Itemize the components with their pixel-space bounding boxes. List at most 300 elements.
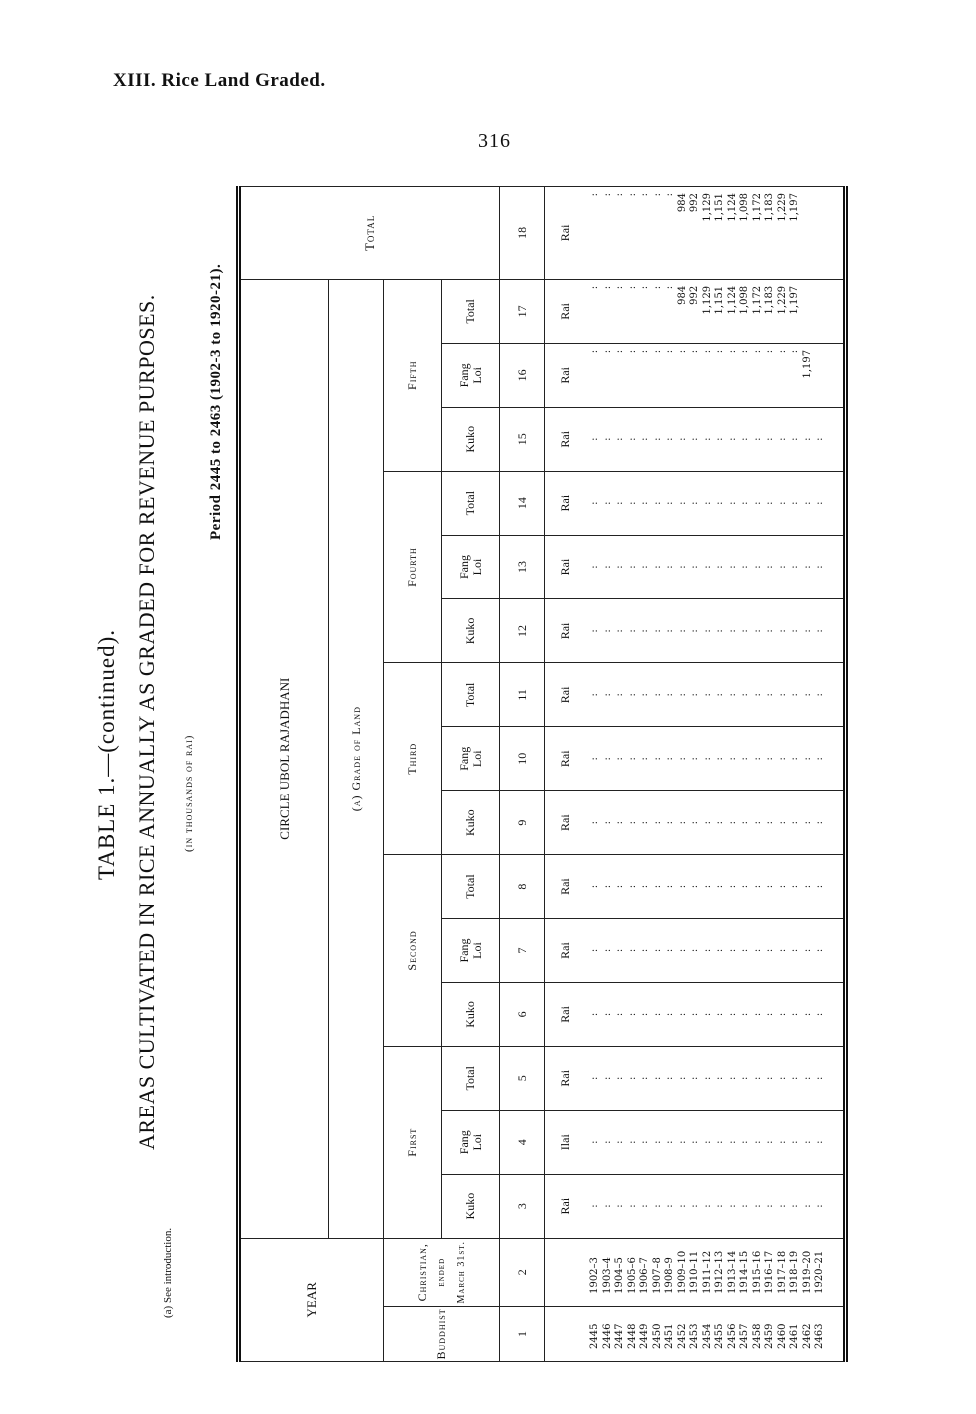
cell-value: 1,151 — [714, 193, 725, 222]
cell-value: : — [639, 1076, 650, 1080]
cell-value: : — [639, 349, 650, 354]
cell-value: : — [764, 565, 775, 569]
cell-value: : — [789, 437, 800, 441]
cell-value: 1905–6 — [626, 1257, 638, 1294]
cell-value: : — [789, 757, 800, 761]
cell-value: : — [639, 437, 650, 441]
cell-value: : — [751, 884, 763, 889]
cell-value: : — [701, 437, 713, 441]
data-column — [585, 727, 846, 791]
cell-value: : — [751, 1204, 763, 1208]
cell-value: : — [689, 349, 700, 354]
cell-value: : — [664, 1204, 675, 1208]
cell-value: : — [814, 757, 825, 761]
cell-value: : — [726, 693, 738, 697]
grade-header: (a) Grade of Land — [329, 279, 384, 1238]
cell-value: : — [701, 884, 713, 889]
cell-value: : — [589, 1140, 600, 1144]
grand-total-header: Total — [239, 187, 500, 280]
cell-value: : — [601, 565, 613, 569]
cell-value: : — [676, 757, 688, 761]
cell-value: : — [639, 1012, 650, 1017]
column-number-row — [500, 187, 545, 1362]
cell-value: : — [601, 437, 613, 441]
cell-value: : — [789, 501, 800, 505]
cell-value: : — [626, 693, 638, 697]
cell-value: : — [651, 948, 663, 953]
cell-value: : — [664, 285, 675, 290]
cell-value: 2460 — [776, 1323, 788, 1349]
cell-value: : — [689, 884, 700, 889]
cell-value: : — [676, 565, 688, 569]
cell-value: 2453 — [689, 1323, 700, 1349]
third-fang-loi-header: Fang Loi — [442, 727, 500, 791]
cell-value: 2447 — [614, 1323, 625, 1349]
cell-value: : — [764, 501, 775, 505]
cell-value: 984 — [676, 193, 688, 213]
cell-value: 2446 — [601, 1323, 613, 1349]
first-total-header: Total — [442, 1046, 500, 1110]
cell-value: : — [764, 693, 775, 697]
unit-label — [545, 1238, 586, 1306]
cell-value: : — [714, 349, 725, 354]
cell-value: : — [751, 1076, 763, 1080]
column-number: 7 — [500, 919, 545, 983]
cell-value: 2450 — [651, 1323, 663, 1349]
cell-value: : — [814, 1204, 825, 1208]
cell-value: 2463 — [814, 1323, 825, 1349]
cell-value: : — [626, 884, 638, 889]
cell-value: : — [589, 948, 600, 953]
cell-value: : — [801, 565, 813, 569]
cell-value: : — [689, 1012, 700, 1017]
cell-value: : — [651, 565, 663, 569]
cell-value: : — [739, 349, 750, 354]
unit-label: Rai — [545, 535, 586, 599]
cell-value: : — [626, 349, 638, 354]
cell-value: : — [714, 948, 725, 953]
cell-value: 2452 — [676, 1323, 688, 1349]
cell-value: : — [664, 693, 675, 697]
cell-value: : — [589, 193, 600, 197]
cell-value: : — [589, 693, 600, 697]
main-title: AREAS CULTIVATED IN RICE ANNUALLY AS GRADED FOR REVENUE PURPOSES. — [134, 294, 159, 1150]
data-row — [585, 187, 846, 1362]
cell-value: : — [814, 884, 825, 889]
cell-value: 2462 — [801, 1323, 813, 1349]
unit-label — [545, 1306, 586, 1361]
cell-value: : — [651, 693, 663, 697]
cell-value: 1906–7 — [639, 1257, 650, 1294]
cell-value: 1912–13 — [714, 1250, 725, 1294]
cell-value: : — [601, 820, 613, 825]
cell-value: 1919–20 — [801, 1250, 813, 1294]
first-kuko-header: Kuko — [442, 1174, 500, 1238]
cell-value: : — [676, 1140, 688, 1144]
cell-value: : — [751, 693, 763, 697]
unit-label: Rai — [545, 599, 586, 663]
fourth-kuko-header: Kuko — [442, 599, 500, 663]
cell-value: 1920–21 — [814, 1250, 825, 1294]
cell-value: : — [651, 1012, 663, 1017]
cell-value: : — [801, 629, 813, 633]
circle-header: CIRCLE UBOL RAJADHANI — [239, 279, 329, 1238]
cell-value: : — [614, 820, 625, 825]
cell-value: : — [801, 1012, 813, 1017]
cell-value: : — [614, 1012, 625, 1017]
cell-value: : — [589, 285, 600, 290]
cell-value: : — [626, 820, 638, 825]
data-column — [585, 599, 846, 663]
cell-value: : — [801, 501, 813, 505]
cell-value: : — [651, 501, 663, 505]
cell-value: : — [651, 349, 663, 354]
column-number: 8 — [500, 855, 545, 919]
cell-value: : — [739, 501, 750, 505]
cell-value: : — [614, 1076, 625, 1080]
cell-value: : — [651, 1204, 663, 1208]
cell-value: : — [676, 1204, 688, 1208]
cell-value: : — [614, 948, 625, 953]
cell-value: : — [676, 501, 688, 505]
unit-label: Rai — [545, 1046, 586, 1110]
column-number: 3 — [500, 1174, 545, 1238]
cell-value: : — [664, 565, 675, 569]
cell-value: : — [614, 884, 625, 889]
cell-value: : — [814, 693, 825, 697]
cell-value: : — [739, 757, 750, 761]
cell-value: : — [614, 285, 625, 290]
cell-value: : — [714, 693, 725, 697]
column-number: 18 — [500, 187, 545, 280]
footnote: (a) See introduction. — [162, 1227, 174, 1318]
cell-value: : — [789, 565, 800, 569]
cell-value: 1,183 — [764, 285, 775, 315]
cell-value: : — [664, 501, 675, 505]
second-total-header: Total — [442, 855, 500, 919]
cell-value: : — [751, 437, 763, 441]
cell-value: : — [714, 884, 725, 889]
cell-value: : — [701, 948, 713, 953]
column-number: 2 — [500, 1238, 545, 1306]
cell-value: : — [676, 1012, 688, 1017]
cell-value: : — [601, 1140, 613, 1144]
fourth-fang-loi-header: Fang Loi — [442, 535, 500, 599]
cell-value: : — [814, 948, 825, 953]
cell-value: 2455 — [714, 1323, 725, 1349]
cell-value: 1,124 — [726, 285, 738, 315]
cell-value: : — [764, 884, 775, 889]
section-title: XIII. Rice Land Graded. — [113, 70, 326, 91]
christian-header: Christian, ended March 31st. — [384, 1238, 500, 1306]
cell-value: : — [626, 1076, 638, 1080]
cell-value: : — [689, 948, 700, 953]
cell-value: : — [601, 948, 613, 953]
cell-value: : — [801, 884, 813, 889]
cell-value: : — [626, 629, 638, 633]
cell-value: : — [751, 349, 763, 354]
cell-value: : — [589, 501, 600, 505]
cell-value: : — [739, 437, 750, 441]
cell-value — [814, 286, 827, 343]
cell-value: 1908–9 — [664, 1257, 675, 1294]
cell-value: : — [614, 501, 625, 505]
year-header: YEAR — [239, 1238, 384, 1361]
column-number: 14 — [500, 471, 545, 535]
cell-value: : — [701, 1076, 713, 1080]
fifth-total-header: Total — [442, 279, 500, 343]
data-column — [585, 1306, 846, 1361]
cell-value: 2456 — [726, 1323, 738, 1349]
cell-value: : — [714, 820, 725, 825]
unit-label: Rai — [545, 663, 586, 727]
data-column — [585, 1238, 846, 1306]
cell-value: : — [614, 693, 625, 697]
cell-value: 2459 — [764, 1323, 775, 1349]
data-column — [585, 1046, 846, 1110]
column-number: 6 — [500, 982, 545, 1046]
data-column — [585, 187, 846, 280]
cell-value: : — [689, 1140, 700, 1144]
cell-value: : — [714, 1204, 725, 1208]
column-number: 5 — [500, 1046, 545, 1110]
unit-label: Rai — [545, 407, 586, 471]
cell-value — [814, 350, 827, 407]
grade-second: Second — [384, 855, 442, 1047]
data-column — [585, 343, 846, 407]
cell-value: 2445 — [589, 1323, 600, 1349]
cell-value: 2454 — [701, 1323, 713, 1349]
cell-value: : — [776, 437, 788, 441]
cell-value: 1910–11 — [689, 1250, 700, 1294]
cell-value: 2457 — [739, 1323, 750, 1349]
cell-value — [814, 193, 827, 279]
unit-label: Rai — [545, 791, 586, 855]
cell-value: : — [789, 884, 800, 889]
cell-value: : — [814, 1076, 825, 1080]
cell-value: 2458 — [751, 1323, 763, 1349]
cell-value: : — [801, 820, 813, 825]
cell-value: : — [664, 437, 675, 441]
cell-value: 1,172 — [751, 285, 763, 315]
cell-value: 1917–18 — [776, 1250, 788, 1294]
cell-value: : — [751, 1140, 763, 1144]
table-title: TABLE 1.—(continued). — [94, 628, 119, 880]
cell-value: : — [726, 948, 738, 953]
cell-value: 1,151 — [714, 285, 725, 315]
cell-value: : — [589, 349, 600, 354]
cell-value: : — [751, 757, 763, 761]
cell-value: : — [651, 285, 663, 290]
cell-value: : — [626, 1204, 638, 1208]
cell-value: 984 — [676, 285, 688, 305]
cell-value: : — [589, 437, 600, 441]
cell-value: : — [714, 757, 725, 761]
cell-value: : — [676, 349, 688, 354]
cell-value: : — [676, 948, 688, 953]
cell-value: : — [739, 820, 750, 825]
data-column — [585, 279, 846, 343]
cell-value: 1903–4 — [601, 1257, 613, 1294]
cell-value: : — [601, 1076, 613, 1080]
cell-value: : — [664, 349, 675, 354]
cell-value: : — [776, 1140, 788, 1144]
cell-value: : — [651, 757, 663, 761]
cell-value: : — [726, 437, 738, 441]
cell-value: : — [626, 948, 638, 953]
cell-value: : — [614, 437, 625, 441]
data-column — [585, 663, 846, 727]
cell-value: : — [776, 693, 788, 697]
cell-value: : — [814, 1140, 825, 1144]
cell-value: : — [751, 565, 763, 569]
first-fang-loi-header: Fang Loi — [442, 1110, 500, 1174]
cell-value: : — [739, 629, 750, 633]
cell-value: : — [701, 757, 713, 761]
cell-value: : — [714, 437, 725, 441]
third-kuko-header: Kuko — [442, 791, 500, 855]
cell-value: : — [601, 693, 613, 697]
cell-value: 1,229 — [776, 193, 788, 222]
cell-value: : — [739, 948, 750, 953]
cell-value: : — [701, 1204, 713, 1208]
cell-value: : — [739, 693, 750, 697]
column-number: 11 — [500, 663, 545, 727]
column-number: 13 — [500, 535, 545, 599]
cell-value: 2451 — [664, 1323, 675, 1349]
grade-third: Third — [384, 663, 442, 855]
cell-value: : — [739, 884, 750, 889]
cell-value: : — [601, 193, 613, 197]
cell-value: : — [776, 884, 788, 889]
cell-value: : — [676, 693, 688, 697]
cell-value: 1915–16 — [751, 1250, 763, 1294]
cell-value: : — [714, 565, 725, 569]
cell-value: 2461 — [789, 1323, 800, 1349]
cell-value: : — [776, 501, 788, 505]
data-column — [585, 1174, 846, 1238]
data-column — [585, 407, 846, 471]
cell-value: 1909–10 — [676, 1250, 688, 1294]
column-number: 16 — [500, 343, 545, 407]
cell-value: : — [776, 1012, 788, 1017]
fourth-total-header: Total — [442, 471, 500, 535]
cell-value: : — [589, 1076, 600, 1080]
cell-value: : — [626, 565, 638, 569]
cell-value: : — [751, 629, 763, 633]
cell-value: : — [789, 1140, 800, 1144]
cell-value: : — [739, 1012, 750, 1017]
cell-value: : — [726, 757, 738, 761]
column-number: 17 — [500, 279, 545, 343]
cell-value: : — [726, 884, 738, 889]
column-number: 12 — [500, 599, 545, 663]
cell-value: : — [664, 820, 675, 825]
column-number: 9 — [500, 791, 545, 855]
cell-value: : — [626, 1012, 638, 1017]
cell-value: : — [776, 948, 788, 953]
unit-row — [545, 187, 586, 1362]
cell-value: : — [814, 501, 825, 505]
cell-value: : — [651, 884, 663, 889]
cell-value: : — [814, 565, 825, 569]
cell-value: : — [639, 565, 650, 569]
cell-value: : — [664, 884, 675, 889]
cell-value: : — [701, 349, 713, 354]
unit-label: Rai — [545, 279, 586, 343]
cell-value: : — [601, 884, 613, 889]
column-number: 4 — [500, 1110, 545, 1174]
second-fang-loi-header: Fang Loi — [442, 919, 500, 983]
cell-value: : — [626, 193, 638, 197]
column-number: 10 — [500, 727, 545, 791]
cell-value: : — [801, 1076, 813, 1080]
cell-value: : — [639, 820, 650, 825]
cell-value: : — [739, 1204, 750, 1208]
cell-value: : — [726, 1140, 738, 1144]
cell-value: : — [701, 820, 713, 825]
cell-value: : — [626, 1140, 638, 1144]
grade-fourth: Fourth — [384, 471, 442, 663]
cell-value: : — [764, 629, 775, 633]
cell-value: : — [664, 757, 675, 761]
cell-value: : — [589, 884, 600, 889]
cell-value: : — [651, 629, 663, 633]
cell-value: : — [764, 1204, 775, 1208]
units-note: (in thousands of rai) — [183, 734, 195, 852]
cell-value: : — [726, 629, 738, 633]
cell-value: : — [639, 285, 650, 290]
unit-label: Rai — [545, 919, 586, 983]
cell-value: : — [601, 757, 613, 761]
cell-value: : — [689, 501, 700, 505]
cell-value: : — [689, 693, 700, 697]
cell-value: : — [664, 1076, 675, 1080]
cell-value: : — [689, 1204, 700, 1208]
cell-value: : — [689, 629, 700, 633]
cell-value: : — [789, 1012, 800, 1017]
cell-value: : — [751, 501, 763, 505]
cell-value: : — [651, 437, 663, 441]
cell-value: : — [814, 1012, 825, 1017]
cell-value: : — [639, 629, 650, 633]
cell-value: : — [789, 629, 800, 633]
cell-value: : — [614, 629, 625, 633]
cell-value: : — [626, 285, 638, 290]
cell-value: : — [701, 1140, 713, 1144]
cell-value: : — [639, 693, 650, 697]
cell-value: : — [601, 349, 613, 354]
cell-value: : — [801, 948, 813, 953]
fifth-kuko-header: Kuko — [442, 407, 500, 471]
cell-value: : — [639, 757, 650, 761]
rice-table-container — [236, 186, 848, 1362]
unit-label: Ilai — [545, 1110, 586, 1174]
cell-value: : — [639, 1140, 650, 1144]
cell-value: : — [676, 1076, 688, 1080]
cell-value: : — [801, 437, 813, 441]
cell-value: : — [776, 565, 788, 569]
cell-value: : — [764, 948, 775, 953]
cell-value: : — [726, 565, 738, 569]
data-column — [585, 855, 846, 919]
cell-value: : — [726, 820, 738, 825]
cell-value: : — [626, 757, 638, 761]
cell-value: : — [776, 629, 788, 633]
rice-land-table — [236, 186, 848, 1362]
cell-value: : — [589, 629, 600, 633]
unit-label: Rai — [545, 1174, 586, 1238]
